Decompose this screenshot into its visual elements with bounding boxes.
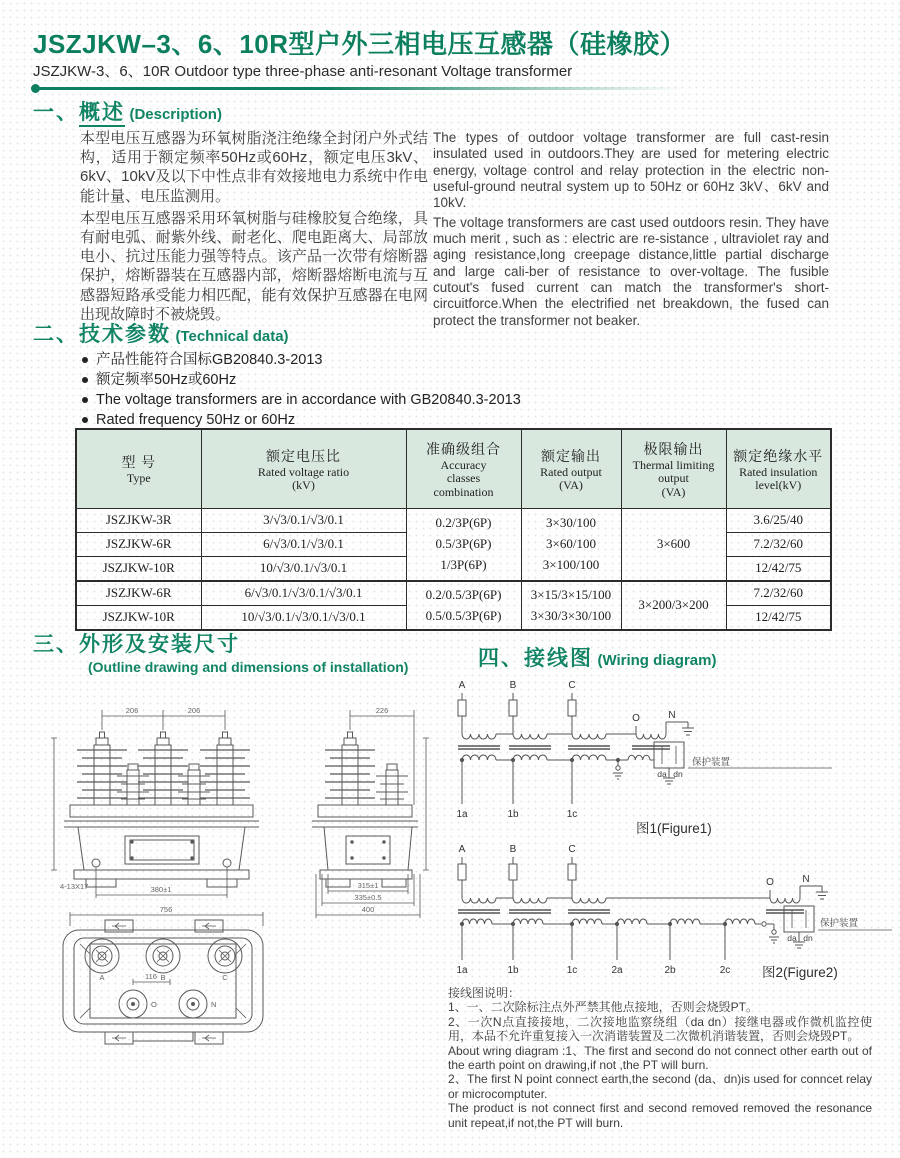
notes-line-1: 1、一、二次除标注点外严禁其他点接地，否则会烧毁PT。 [448, 1000, 759, 1015]
dim-front-holes: 4-13X17 [60, 882, 89, 891]
fig1-phase-c-label: C [568, 680, 576, 691]
list-item: 产品性能符合国标GB20840.3-2013 [82, 352, 682, 369]
dim-side-b1: 315±1 [357, 881, 379, 890]
fig1-phase-b-label: B [509, 680, 517, 691]
description-en-paragraph-1: The types of outdoor voltage transformer are full cast-resin insulated used in outdoors.They are used for metering electric energy, voltage control and relay protection in the electric non-useful-ground neutral system up to 50Hz or 60Hz 3kV、6kV and 10kV. [433, 130, 829, 211]
cell-ratio: 3/√3/0.1/√3/0.1 [201, 509, 406, 533]
fig1-output-1a-label: 1a [456, 809, 468, 820]
section3-heading [33, 628, 240, 658]
cell-ratio: 10/√3/0.1/√3/0.1/√3/0.1 [201, 606, 406, 631]
page-subtitle: JSZJKW-3、6、10R Outdoor type three-phase anti-resonant Voltage transformer [33, 63, 573, 80]
bushing-side-small [376, 764, 408, 805]
fig1-phase-a-label: A [458, 680, 466, 691]
section2-title-en: (Technical data) [175, 328, 289, 345]
fig2-phase-c-label: C [568, 844, 576, 855]
cell-thermal-group1: 3×600 [621, 509, 726, 582]
page-title: JSZJKW–3、6、10R型户外三相电压互感器（硅橡胶） [33, 29, 687, 59]
col-header-type: 型 号 Type [76, 429, 201, 509]
fig2-terminal-o-label: O [766, 877, 774, 888]
col-header-accuracy: 准确级组合 Accuracy classes combination [406, 429, 521, 509]
section4-heading [478, 642, 717, 672]
dim-front-bottom: 380±1 [150, 885, 172, 894]
cell-ratio: 10/√3/0.1/√3/0.1 [201, 557, 406, 582]
cell-ratio: 6/√3/0.1/√3/0.1 [201, 533, 406, 557]
terminal-c-label: C [222, 973, 228, 982]
fig1-da-label: da [657, 769, 667, 779]
col-header-ratio: 额定电压比 Rated voltage ratio (kV) [201, 429, 406, 509]
description-cn-paragraph-2: 本型电压互感器采用环氧树脂与硅橡胶复合绝缘，具有耐电弧、耐紫外线、耐老化、爬电距离大、局部放电小、抗过压能力强等特点。该产品一次带有熔断器保护，熔断器装在互感器内部，熔断器熔断电流与互感器短路承受能力相匹配，能有效保护互感器在电网出现故障时不被烧毁。 [80, 209, 428, 323]
cell-insulation: 7.2/32/60 [726, 533, 831, 557]
fig1-caption: 图1(Figure1) [636, 821, 712, 836]
section4-title-en: (Wiring diagram) [597, 652, 717, 669]
dim-bottom-inner: 116 [145, 972, 157, 981]
bushing-side-main [325, 732, 375, 805]
fig2-phase-b-label: B [509, 844, 517, 855]
dim-bottom-top: 756 [159, 905, 173, 914]
dim-side-top: 226 [375, 706, 389, 715]
spec-table [75, 428, 832, 631]
terminal-b-label: B [160, 973, 166, 982]
dim-front-top-left: 206 [125, 706, 139, 715]
fig1-dn-label: dn [673, 769, 683, 779]
fig1-protect-label: 保护装置 [692, 757, 731, 768]
notes-line-5: The product is not connect first and second removed removed the resonance unit repeat,if not,the PT will burn. [448, 1101, 872, 1130]
bushing-front-b [138, 732, 188, 805]
outline-drawing [30, 686, 450, 1158]
list-item: 额定频率50Hz或60Hz [82, 372, 682, 389]
cell-type: JSZJKW-10R [76, 557, 201, 582]
cell-type: JSZJKW-10R [76, 606, 201, 631]
list-item: Rated frequency 50Hz or 60Hz [82, 412, 682, 429]
section3-title-en: (Outline drawing and dimensions of installation) [88, 659, 409, 675]
bushing-front-small-2 [178, 764, 210, 805]
terminal-n-label: N [211, 1000, 217, 1009]
section4-number: 四、 [478, 647, 524, 670]
list-item: The voltage transformers are in accordance with GB20840.3-2013 [82, 392, 682, 409]
cell-insulation: 12/42/75 [726, 606, 831, 631]
section1-heading [33, 96, 222, 126]
wiring-notes [448, 986, 872, 1130]
section2-heading [33, 318, 289, 348]
fig2-output-2c-label: 2c [719, 965, 731, 976]
section2-title-cn: 技术参数 [79, 323, 171, 346]
section4-title-cn: 接线图 [524, 647, 593, 670]
cell-output-group1: 3×30/100 3×60/100 3×100/100 [521, 509, 621, 582]
cell-insulation: 7.2/32/60 [726, 581, 831, 606]
fig2-output-1b-label: 1b [507, 965, 519, 976]
wiring-diagram-figure1 [440, 676, 900, 842]
description-chinese [80, 129, 428, 327]
description-english [433, 130, 829, 332]
terminal-a-label: A [99, 973, 105, 982]
cell-ratio: 6/√3/0.1/√3/0.1/√3/0.1 [201, 581, 406, 606]
table-header-row [76, 429, 831, 509]
terminal-o-label: O [151, 1000, 157, 1009]
technical-data-list [82, 352, 682, 432]
col-header-thermal: 极限输出 Thermal limiting output (VA) [621, 429, 726, 509]
fig2-protect-label: 保护装置 [820, 918, 859, 929]
notes-line-3: About wring diagram :1、The first and second do not connect other earth out of the earth point on drawing,if not ,the PT will burn. [448, 1043, 872, 1072]
bushing-front-small-1 [117, 764, 149, 805]
fig2-output-1a-label: 1a [456, 965, 468, 976]
fig1-terminal-n-label: N [668, 710, 676, 721]
header-divider [33, 87, 683, 90]
cell-type: JSZJKW-3R [76, 509, 201, 533]
cell-insulation: 3.6/25/40 [726, 509, 831, 533]
bushing-front-a [77, 732, 127, 805]
fig2-da-label: da [787, 933, 797, 943]
section1-title-en: (Description) [129, 106, 222, 123]
fig1-terminal-o-label: O [632, 713, 640, 724]
cell-thermal-group2: 3×200/3×200 [621, 581, 726, 630]
fig2-output-1c-label: 1c [566, 965, 578, 976]
cell-type: JSZJKW-6R [76, 533, 201, 557]
section1-number: 一、 [33, 101, 79, 124]
fig1-output-1c-label: 1c [566, 809, 578, 820]
description-en-paragraph-2: The voltage transformers are cast used outdoors resin. They have much merit , such as : electric are re-sistance , ultraviolet ray and aging resistance,long creepage distance,little partial discharge and large cali-ber of resistance to over-voltage. The fusible cutout's fused current can match the transformer's short-circuitforce.When the electrified net breakdown, the fused can protect the transformer not beaker. [433, 214, 829, 328]
notes-line-2: 2、一次N点直接接地，二次接地监察绕组（da dn）接继电器或作微机监控使用，本品不允许重复接入一次消谐装置及二次微机消谐装置，否则会烧毁PT。 [448, 1014, 872, 1044]
fig2-caption: 图2(Figure2) [762, 965, 838, 980]
col-header-insulation: 额定绝缘水平 Rated insulation level(kV) [726, 429, 831, 509]
col-header-output: 额定输出 Rated output (VA) [521, 429, 621, 509]
section3-number: 三、 [33, 633, 79, 656]
dim-front-top-right: 206 [187, 706, 201, 715]
fig1-output-1b-label: 1b [507, 809, 519, 820]
bushing-front-c [200, 732, 250, 805]
table-row [76, 581, 831, 606]
description-cn-paragraph-1: 本型电压互感器为环氧树脂浇注绝缘全封闭户外式结构，适用于额定频率50Hz或60Hz，额定电压3kV、6kV、10kV及以下中性点非有效接地电力系统中作电能计量、电压监测用。 [80, 130, 428, 205]
notes-title: 接线图说明： [448, 986, 521, 1000]
cell-type: JSZJKW-6R [76, 581, 201, 606]
dim-side-b3: 400 [361, 905, 375, 914]
notes-line-4: 2、The first N point connect earth,the second (da、dn)is used for conncet relay or microcomptuter. [448, 1072, 872, 1101]
fig2-dn-label: dn [803, 933, 813, 943]
table-row [76, 509, 831, 533]
fig2-output-2a-label: 2a [611, 965, 623, 976]
fig2-output-2b-label: 2b [664, 965, 676, 976]
wiring-diagram-figure2 [440, 840, 900, 988]
cell-accuracy-group2: 0.2/0.5/3P(6P) 0.5/0.5/3P(6P) [406, 581, 521, 630]
section2-number: 二、 [33, 323, 79, 346]
cell-accuracy-group1: 0.2/3P(6P) 0.5/3P(6P) 1/3P(6P) [406, 509, 521, 582]
section1-title-cn: 概述 [79, 101, 125, 127]
section3-title-cn: 外形及安装尺寸 [79, 633, 240, 656]
fig2-terminal-n-label: N [802, 874, 810, 885]
fig2-phase-a-label: A [458, 844, 466, 855]
tank-front [64, 805, 259, 887]
dim-side-b2: 335±0.5 [354, 893, 382, 902]
cell-insulation: 12/42/75 [726, 557, 831, 582]
cell-output-group2: 3×15/3×15/100 3×30/3×30/100 [521, 581, 621, 630]
